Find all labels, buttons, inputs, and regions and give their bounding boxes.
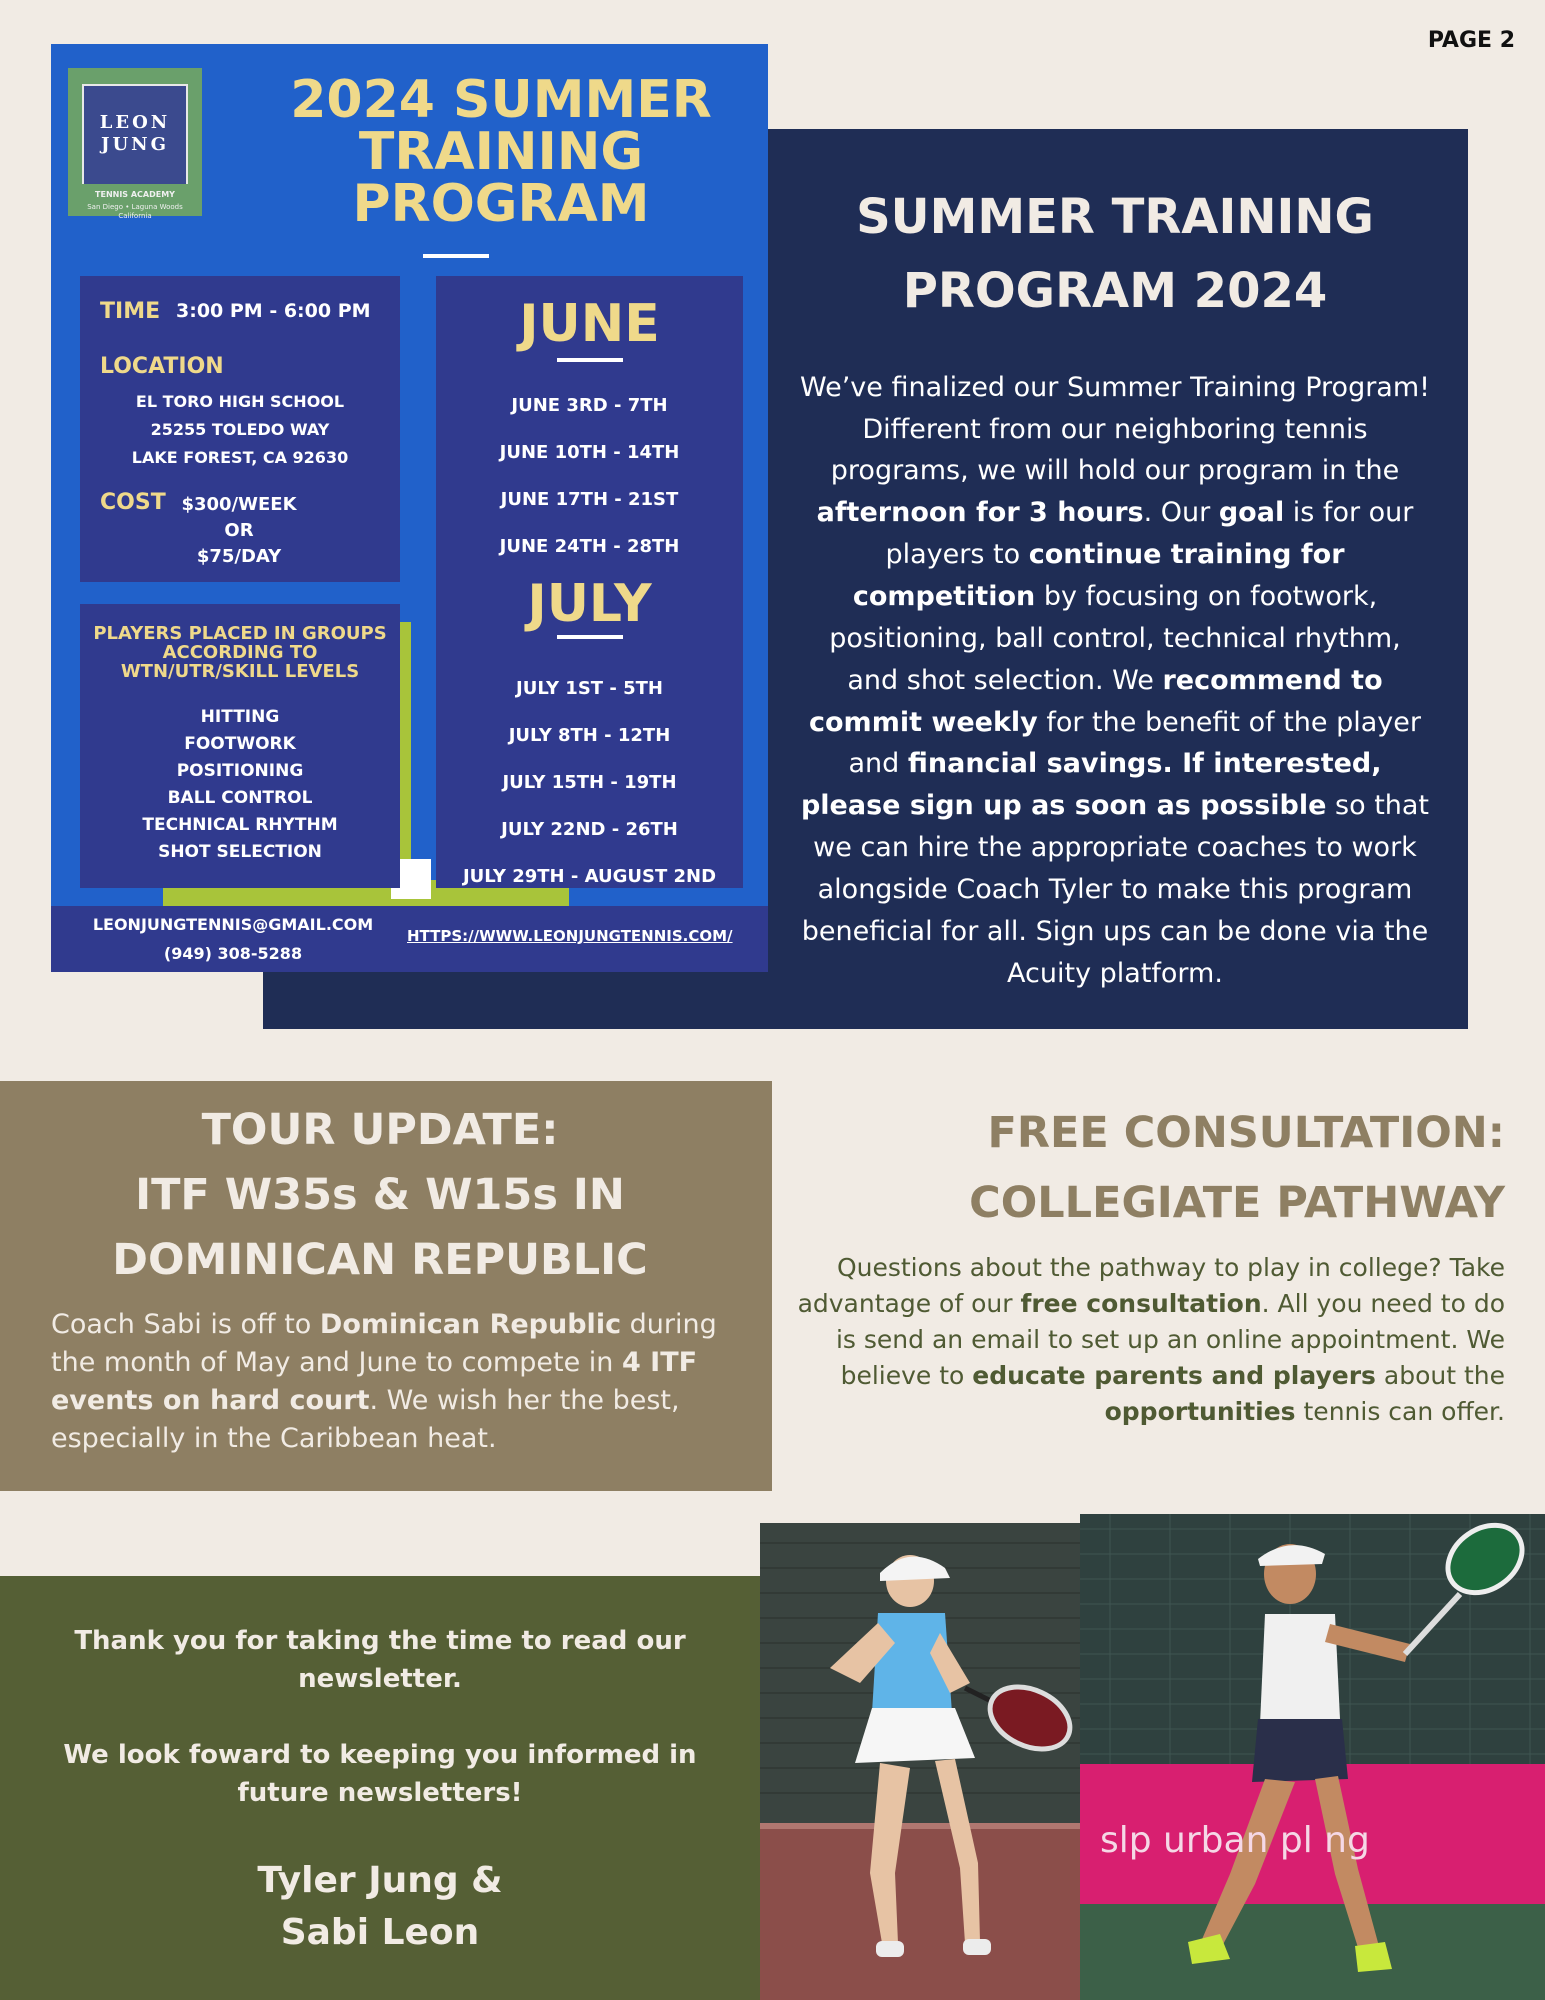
consultation-title-line: COLLEGIATE PATHWAY bbox=[969, 1178, 1505, 1228]
summer-title-line: SUMMER TRAINING bbox=[856, 189, 1374, 245]
cost-line: OR bbox=[224, 520, 254, 541]
skill-item: SHOT SELECTION bbox=[158, 842, 322, 862]
page-number: PAGE 2 bbox=[1427, 28, 1515, 53]
body-text: for the benefit of the player and bbox=[848, 706, 1421, 780]
body-text: Coach Sabi is off to bbox=[51, 1309, 320, 1340]
thank-you-line: We look foward to keeping you informed in future newsletters! bbox=[63, 1740, 697, 1808]
emphasis-text: educate parents and players bbox=[972, 1361, 1376, 1390]
time-label: TIME bbox=[100, 299, 161, 324]
logo-tagline: San Diego • Laguna Woods California bbox=[87, 203, 183, 220]
player-photo-left bbox=[760, 1523, 1080, 2000]
sponsor-banner-text: slp urban pl ng bbox=[1100, 1820, 1370, 1861]
contact-email[interactable]: LEONJUNGTENNIS@GMAIL.COM bbox=[92, 915, 374, 934]
tour-title-line: DOMINICAN REPUBLIC bbox=[112, 1235, 648, 1285]
signature-line: Sabi Leon bbox=[280, 1912, 480, 1953]
tour-title-line: ITF W35s & W15s IN bbox=[135, 1170, 625, 1220]
emphasis-text: Dominican Republic bbox=[319, 1309, 622, 1340]
cost-line: $75/DAY bbox=[196, 546, 282, 567]
skill-item: FOOTWORK bbox=[184, 734, 296, 754]
logo-word-jung: JUNG bbox=[100, 134, 170, 155]
academy-logo bbox=[68, 68, 202, 220]
cost-line: $300/WEEK bbox=[181, 494, 297, 515]
player-photo-right-image bbox=[1080, 1514, 1545, 2000]
body-text: during the month of May and June to compete in bbox=[51, 1309, 717, 1378]
emphasis-text: recommend to commit weekly bbox=[809, 664, 1383, 738]
thank-you-line: Thank you for taking the time to read our newsletter. bbox=[74, 1626, 686, 1694]
july-divider bbox=[557, 635, 623, 639]
flyer-title-line: PROGRAM bbox=[352, 174, 650, 234]
thank-you-text bbox=[60, 1622, 700, 1812]
groups-title: PLAYERS PLACED IN GROUPS ACCORDING TO WTN/UTR/SKILL LEVELS bbox=[93, 623, 387, 682]
player-photo-left-image bbox=[760, 1523, 1080, 2000]
consultation-body bbox=[790, 1250, 1505, 1430]
date-range: JULY 22ND - 26TH bbox=[501, 819, 678, 840]
summer-text-block bbox=[800, 180, 1430, 994]
date-range: JULY 15TH - 19TH bbox=[502, 772, 677, 793]
date-range: JUNE 24TH - 28TH bbox=[499, 536, 680, 557]
body-text: . All you need to do is send an email to set up an online appointment. We believe to bbox=[835, 1289, 1505, 1390]
june-divider bbox=[557, 358, 623, 362]
emphasis-text: goal bbox=[1218, 497, 1285, 529]
skill-item: BALL CONTROL bbox=[167, 788, 313, 808]
signature bbox=[60, 1855, 700, 1959]
signature-line: Tyler Jung & bbox=[257, 1860, 503, 1901]
july-dates bbox=[436, 665, 743, 900]
body-text: . We wish her the best, especially in the Caribbean heat. bbox=[51, 1385, 680, 1454]
skill-item: TECHNICAL RHYTHM bbox=[142, 815, 338, 835]
location-line: 25255 TOLEDO WAY bbox=[150, 420, 330, 439]
july-heading: JULY bbox=[527, 574, 652, 634]
flyer-title-line: 2024 SUMMER bbox=[290, 70, 712, 130]
emphasis-text: free consultation bbox=[1020, 1289, 1262, 1318]
tour-update-title bbox=[30, 1098, 730, 1293]
emphasis-text: opportunities bbox=[1104, 1397, 1296, 1426]
body-text: about the bbox=[1375, 1361, 1505, 1390]
body-text: . Our bbox=[1143, 497, 1219, 529]
body-text: We’ve finalized our Summer Training Program! Different from our neighboring tennis programs, we will hold our program in the bbox=[800, 371, 1430, 487]
time-value: 3:00 PM - 6:00 PM bbox=[176, 300, 371, 322]
location-line: EL TORO HIGH SCHOOL bbox=[135, 392, 345, 411]
date-range: JULY 29TH - AUGUST 2ND bbox=[462, 866, 717, 887]
consultation-title-line: FREE CONSULTATION: bbox=[987, 1108, 1505, 1158]
body-text: so that we can hire the appropriate coaches to work alongside Coach Tyler to make this program beneficial for all. Sign ups can be done via the Acuity platform. bbox=[801, 790, 1430, 989]
skill-item: POSITIONING bbox=[176, 761, 304, 781]
consultation-title bbox=[790, 1098, 1505, 1238]
tour-update-body bbox=[51, 1306, 741, 1458]
cost-value bbox=[179, 492, 299, 570]
summer-title bbox=[800, 180, 1430, 329]
title-divider bbox=[423, 254, 489, 258]
body-text: by focusing on footwork, positioning, ball control, technical rhythm, and shot selection. We bbox=[829, 581, 1401, 696]
date-range: JUNE 3RD - 7TH bbox=[511, 395, 668, 416]
skill-item: HITTING bbox=[200, 707, 280, 727]
body-text: Questions about the pathway to play in college? Take advantage of our bbox=[797, 1253, 1505, 1318]
emphasis-text: 4 ITF events on hard court bbox=[51, 1347, 698, 1416]
cost-label: COST bbox=[100, 490, 166, 515]
date-range: JUNE 10TH - 14TH bbox=[499, 442, 680, 463]
summer-body bbox=[800, 367, 1430, 995]
date-range: JULY 1ST - 5TH bbox=[516, 678, 663, 699]
flyer-title bbox=[241, 70, 761, 234]
player-photo-right bbox=[1080, 1514, 1545, 2000]
date-range: JUNE 17TH - 21ST bbox=[500, 489, 679, 510]
tour-title-line: TOUR UPDATE: bbox=[201, 1105, 559, 1155]
flyer-title-line: TRAINING bbox=[358, 122, 644, 182]
logo-subtitle: TENNIS ACADEMY bbox=[95, 190, 175, 199]
emphasis-text: continue training for competition bbox=[852, 539, 1345, 612]
body-text: is for our players to bbox=[885, 497, 1414, 571]
skills-list bbox=[100, 704, 380, 866]
location-line: LAKE FOREST, CA 92630 bbox=[131, 448, 349, 467]
website-link[interactable]: HTTPS://WWW.LEONJUNGTENNIS.COM/ bbox=[407, 927, 733, 945]
june-heading: JUNE bbox=[519, 294, 660, 354]
date-range: JULY 8TH - 12TH bbox=[508, 725, 671, 746]
body-text: tennis can offer. bbox=[1295, 1397, 1505, 1426]
emphasis-text: afternoon for 3 hours bbox=[816, 497, 1144, 529]
contact-phone[interactable]: (949) 308-5288 bbox=[163, 944, 303, 963]
summer-program-flyer bbox=[51, 44, 768, 972]
summer-title-line: PROGRAM 2024 bbox=[902, 263, 1328, 320]
emphasis-text: financial savings. If interested, please sign up as soon as possible bbox=[800, 748, 1382, 822]
logo-emblem bbox=[82, 84, 188, 184]
logo-word-leon: LEON bbox=[99, 112, 171, 133]
june-dates bbox=[436, 382, 743, 570]
location-address bbox=[110, 388, 370, 472]
location-label: LOCATION bbox=[100, 354, 224, 379]
contact-block bbox=[87, 910, 379, 968]
